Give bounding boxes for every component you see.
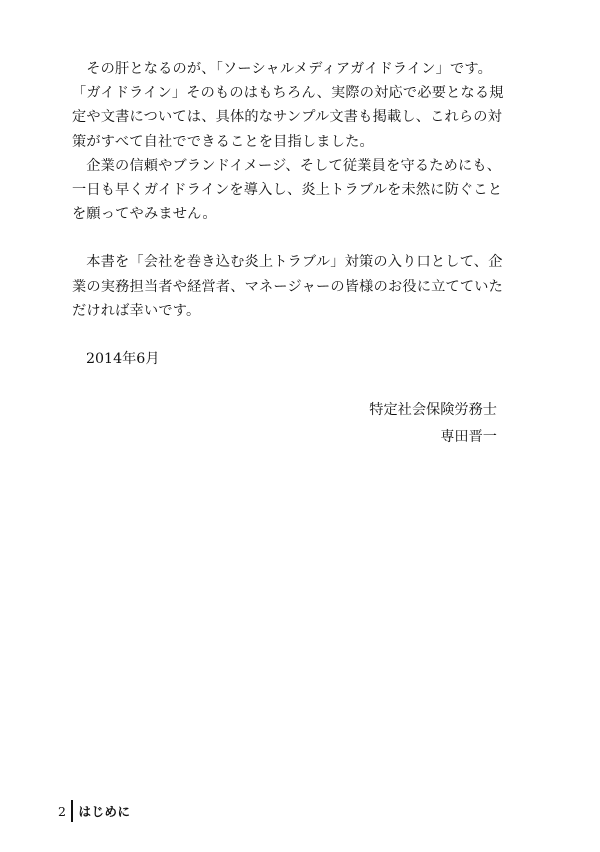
section-title: はじめに <box>78 804 131 819</box>
paragraph-guideline: 「ガイドライン」そのものはもちろん、実際の対応で必要となる規定や文書については、具体的なサンプル文書も掲載し、これらの対策がすべて自社でできることを目指しました。 <box>72 85 504 150</box>
author-name: 専田晋一 <box>440 429 497 445</box>
date-line: 2014年6月 <box>86 351 160 367</box>
author-title: 特定社会保険労務士 <box>369 402 497 418</box>
paragraph-trust: 企業の信頼やブランドイメージ、そして従業員を守るためにも、一日も早くガイドラインを導入し、炎上トラブルを未然に防ぐことを願ってやみません。 <box>72 157 503 223</box>
paragraph-intro: その肝となるのが、「ソーシャルメディアガイドライン」です。 <box>86 61 493 77</box>
paragraph-spacer <box>72 226 506 250</box>
footer-divider <box>71 800 73 822</box>
signature-block <box>369 397 497 451</box>
page-number: 2 <box>58 803 66 819</box>
page-footer <box>58 801 131 821</box>
paragraph-closing: 本書を「会社を巻き込む炎上トラブル」対策の入り口として、企業の実務担当者や経営者、マネージャーの皆様のお役に立てていただければ幸いです。 <box>72 254 504 319</box>
body-text <box>72 57 506 323</box>
